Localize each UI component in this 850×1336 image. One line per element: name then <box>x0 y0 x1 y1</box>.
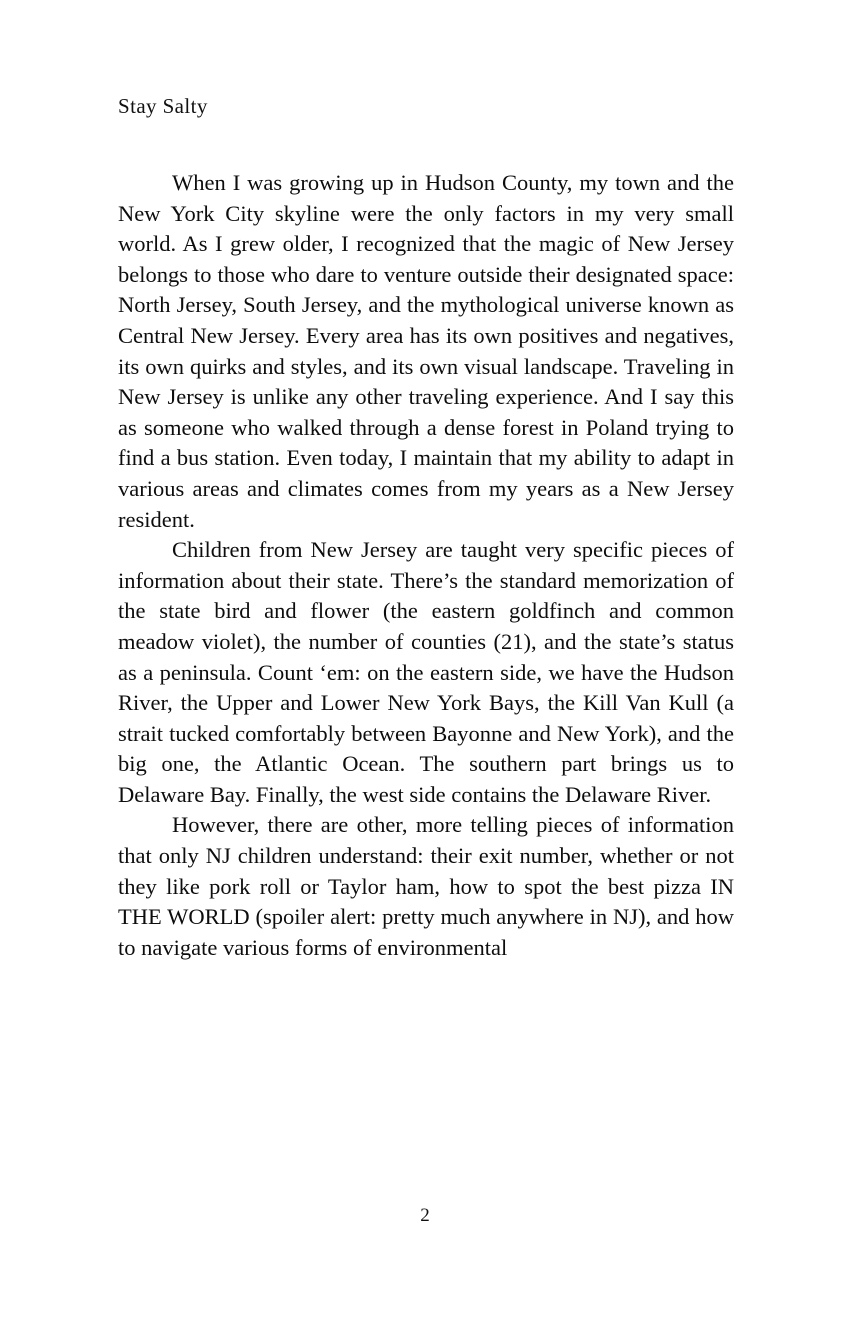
paragraph: However, there are other, more telling pieces of information that only NJ children understand: their exit number, whether or not they like pork roll or Taylor ham, how to spot the best pizza IN THE WORLD (spoiler alert: pretty much anywhere in NJ), and how to navigate various forms of environmental <box>118 812 734 960</box>
paragraph: Children from New Jersey are taught very specific pieces of information about their state. There’s the standard memorization of the state bird and flower (the eastern goldfinch and common meadow violet), the number of counties (21), and the state’s status as a peninsula. Count ‘em: on the eastern side, we have the Hudson River, the Upper and Lower New York Bays, the Kill Van Kull (a strait tucked comfortably between Bayonne and New York), and the big one, the Atlantic Ocean. The southern part brings us to Delaware Bay. Finally, the west side contains the Delaware River. <box>118 537 734 807</box>
body-text <box>118 168 734 963</box>
page-number: 2 <box>420 1205 430 1226</box>
running-head: Stay Salty <box>118 94 208 118</box>
paragraph: When I was growing up in Hudson County, my town and the New York City skyline were the only factors in my very small world. As I grew older, I recognized that the magic of New Jersey belongs to those who dare to venture outside their designated space: North Jersey, South Jersey, and the mythological universe known as Central New Jersey. Every area has its own positives and negatives, its own quirks and styles, and its own visual landscape. Traveling in New Jersey is unlike any other traveling experience. And I say this as someone who walked through a dense forest in Poland trying to find a bus station. Even today, I maintain that my ability to adapt in various areas and climates comes from my years as a New Jersey resident. <box>118 170 734 532</box>
